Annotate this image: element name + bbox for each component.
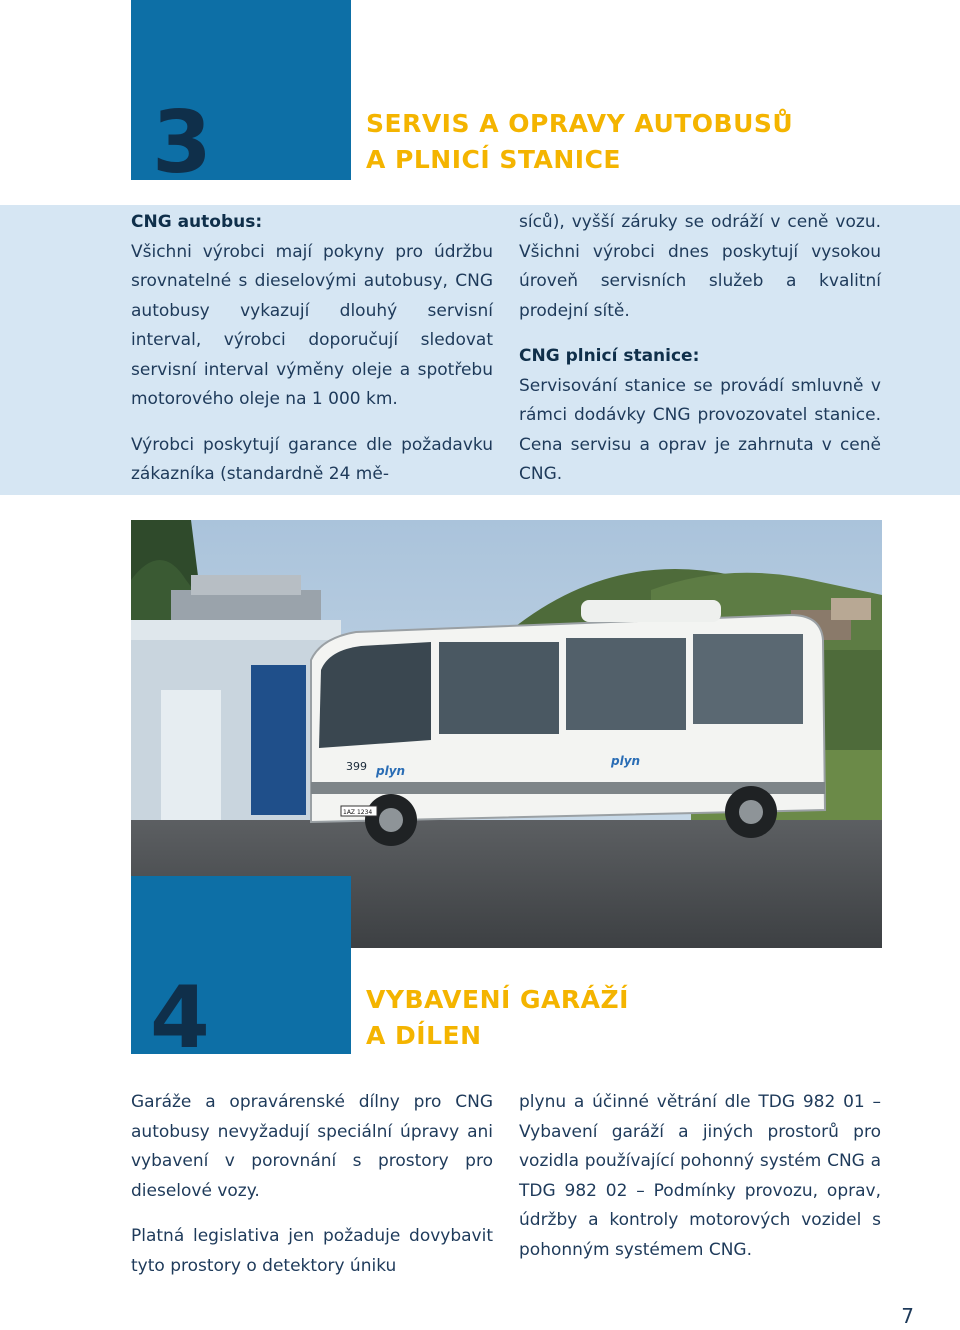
section4-left-column	[131, 1088, 493, 1281]
cng-bus-paragraph-3: síců), vyšší záruky se odráží v ceně vozu. Všichni výrobci dnes poskytují vysokou úroveň servisních služeb a kvalitní prodejní sítě.	[519, 212, 881, 321]
cng-bus-paragraph-1: Všichni výrobci mají pokyny pro údržbu srovnatelné s dieselovými autobusy, CNG autobusy vykazují dlouhý servisní interval, výrobci doporučují sledovat servisní interval výměny oleje a spotřebu motorového oleje na 1 000 km.	[131, 241, 493, 409]
section4-title	[366, 982, 629, 1054]
cng-bus-paragraph-2: Výrobci poskytují garance dle požadavku zákazníka (standardně 24 mě-	[131, 434, 493, 484]
bus-logo: plyn	[376, 764, 406, 778]
section3-left-column	[131, 208, 493, 490]
cng-bus-heading: CNG autobus:	[131, 212, 263, 232]
bus-number: 399	[346, 760, 367, 773]
section4-number: 4	[150, 968, 210, 1068]
section3-title-line1: SERVIS A OPRAVY AUTOBUSŮ	[366, 109, 794, 138]
garage-paragraph-3: plynu a účinné větrání dle TDG 982 01 – Vybavení garáží a jiných prostorů pro vozidla používající pohonný systém CNG a TDG 982 02 – Podmínky provozu, oprav, údržby a kontroly motorových vozidel s pohonným systémem CNG.	[519, 1092, 881, 1260]
garage-paragraph-2: Platná legislativa jen požaduje dovybavit tyto prostory o detektory úniku	[131, 1226, 493, 1276]
section3-number: 3	[152, 93, 212, 193]
garage-paragraph-1: Garáže a opravárenské dílny pro CNG autobusy nevyžadují speciální úpravy ani vybavení v porovnání s prostory pro dieselové vozy.	[131, 1092, 493, 1201]
cng-station-paragraph: Servisování stanice se provádí smluvně v rámci dodávky CNG provozovatel stanice. Cena servisu a oprav je zahrnuta v ceně CNG.	[519, 375, 881, 484]
bus-plate: 1AZ 1234	[343, 809, 373, 816]
section3-right-column	[519, 208, 881, 490]
section3-title	[366, 106, 793, 178]
section4-title-line2: A DÍLEN	[366, 1021, 482, 1050]
section4-right-column	[519, 1088, 881, 1265]
bus-side-logo: plyn	[611, 754, 641, 768]
page-number: 7	[901, 1304, 914, 1328]
cng-station-heading: CNG plnicí stanice:	[519, 346, 700, 366]
section4-title-line1: VYBAVENÍ GARÁŽÍ	[366, 985, 629, 1014]
section3-title-line2: A PLNICÍ STANICE	[366, 145, 621, 174]
